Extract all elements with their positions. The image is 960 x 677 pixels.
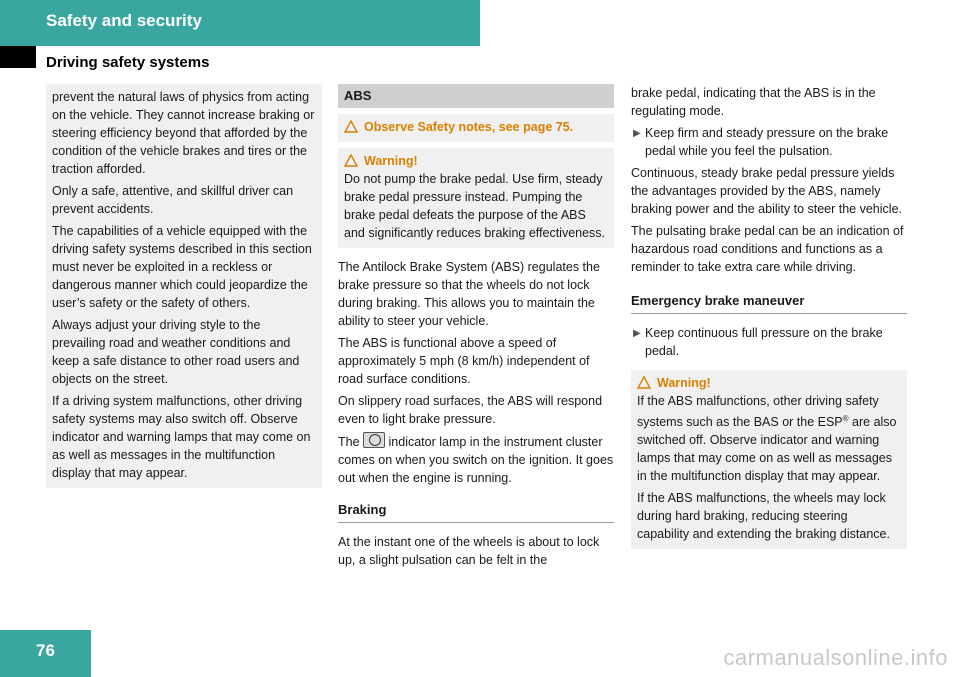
abs-heading: ABS: [338, 84, 614, 108]
body-paragraph: Continuous, steady brake pedal pressure yields the advantages provided by the ABS, namely braking power and the ability to steer the vehicle.: [631, 166, 902, 216]
intro-note-box: [46, 84, 322, 488]
section-header-bar: [0, 0, 480, 46]
body-paragraph: The ABS is functional above a speed of approximately 5 mph (8 km/h) independent of road surface conditions.: [338, 336, 590, 386]
text-fragment: If the ABS malfunctions, other driving safety systems such as the BAS or the ESP: [637, 394, 879, 430]
warning-title: Warning!: [657, 376, 711, 390]
text-fragment: The: [338, 435, 360, 449]
abs-indicator-icon: [363, 432, 385, 448]
emergency-brake-heading: Emergency brake maneuver: [631, 292, 907, 314]
safety-note-text: Observe Safety notes, see page 75.: [364, 120, 574, 134]
right-column: [631, 84, 907, 549]
body-paragraph: The pulsating brake pedal can be an indication of hazardous road conditions and functions as a reminder to take extra care while driving.: [631, 224, 904, 274]
warning-box: [631, 370, 907, 549]
instruction-bullet: [631, 124, 907, 160]
body-paragraph: [338, 432, 614, 487]
safety-note: [344, 118, 608, 136]
note-paragraph: If a driving system malfunctions, other driving safety systems may also switch off. Observe indicator and warning lamps that may come on as well as messages in the multifunction display that may appear.: [52, 394, 311, 480]
warning-triangle-icon: [344, 120, 358, 133]
safety-note-box: [338, 114, 614, 142]
body-paragraph: The Antilock Brake System (ABS) regulates the brake pressure so that the wheels do not lock during braking. This allows you to maintain the ability to steer your vehicle.: [338, 260, 600, 328]
warning-heading: [637, 374, 901, 392]
header-marker: [0, 46, 36, 68]
watermark: carmanualsonline.info: [723, 645, 948, 670]
note-paragraph: Only a safe, attentive, and skillful driver can prevent accidents.: [52, 184, 294, 216]
body-paragraph: On slippery road surfaces, the ABS will respond even to light brake pressure.: [338, 394, 603, 426]
warning-box: [338, 148, 614, 248]
text-fragment: are also switched off. Observe indicator and warning lamps that may come on as well as messages in the multifunction display that may appear.: [637, 415, 897, 484]
body-paragraph: brake pedal, indicating that the ABS is in the regulating mode.: [631, 86, 876, 118]
warning-triangle-icon: [637, 376, 651, 389]
braking-heading: Braking: [338, 501, 614, 523]
page-number: 76: [36, 641, 55, 660]
warning-text: Do not pump the brake pedal. Use firm, steady brake pedal pressure instead. Pumping the brake pedal defeats the purpose of the ABS and significantly reduces braking effectiveness.: [344, 172, 606, 240]
bullet-text: Keep continuous full pressure on the brake pedal.: [645, 326, 883, 358]
registered-mark: ®: [842, 414, 849, 423]
arrow-bullet-icon: ▶: [633, 328, 641, 339]
body-paragraph: At the instant one of the wheels is about to lock up, a slight pulsation can be felt in the: [338, 535, 600, 567]
warning-triangle-icon: [344, 154, 358, 167]
section-title: Safety and security: [46, 11, 202, 30]
note-paragraph: Always adjust your driving style to the prevailing road and weather conditions and keep a safe distance to other road users and objects on the street.: [52, 318, 300, 386]
instruction-bullet: [631, 324, 907, 360]
warning-heading: [344, 152, 608, 170]
arrow-bullet-icon: ▶: [633, 128, 641, 139]
page-number-tab: [0, 630, 91, 677]
text-fragment: indicator lamp in the instrument cluster comes on when you switch on the ignition. It goes out when the engine is running.: [338, 435, 614, 485]
warning-text: If the ABS malfunctions, the wheels may lock during hard braking, reducing steering capability and extending the braking distance.: [637, 491, 890, 542]
warning-title: Warning!: [364, 154, 418, 168]
left-column: [46, 84, 322, 488]
page-subtitle: Driving safety systems: [46, 54, 210, 71]
bullet-text: Keep firm and steady pressure on the brake pedal while you feel the pulsation.: [645, 126, 889, 158]
note-paragraph: prevent the natural laws of physics from acting on the vehicle. They cannot increase braking or steering efficiency beyond that afforded by the condition of the vehicle brakes and tires or the traction afforded.: [52, 90, 315, 176]
warning-text: [637, 392, 901, 485]
note-paragraph: The capabilities of a vehicle equipped with the driving safety systems described in this section must never be exploited in a reckless or dangerous manner which could jeopardize the user’s safety or the safety of others.: [52, 224, 312, 310]
middle-column: [338, 84, 614, 573]
